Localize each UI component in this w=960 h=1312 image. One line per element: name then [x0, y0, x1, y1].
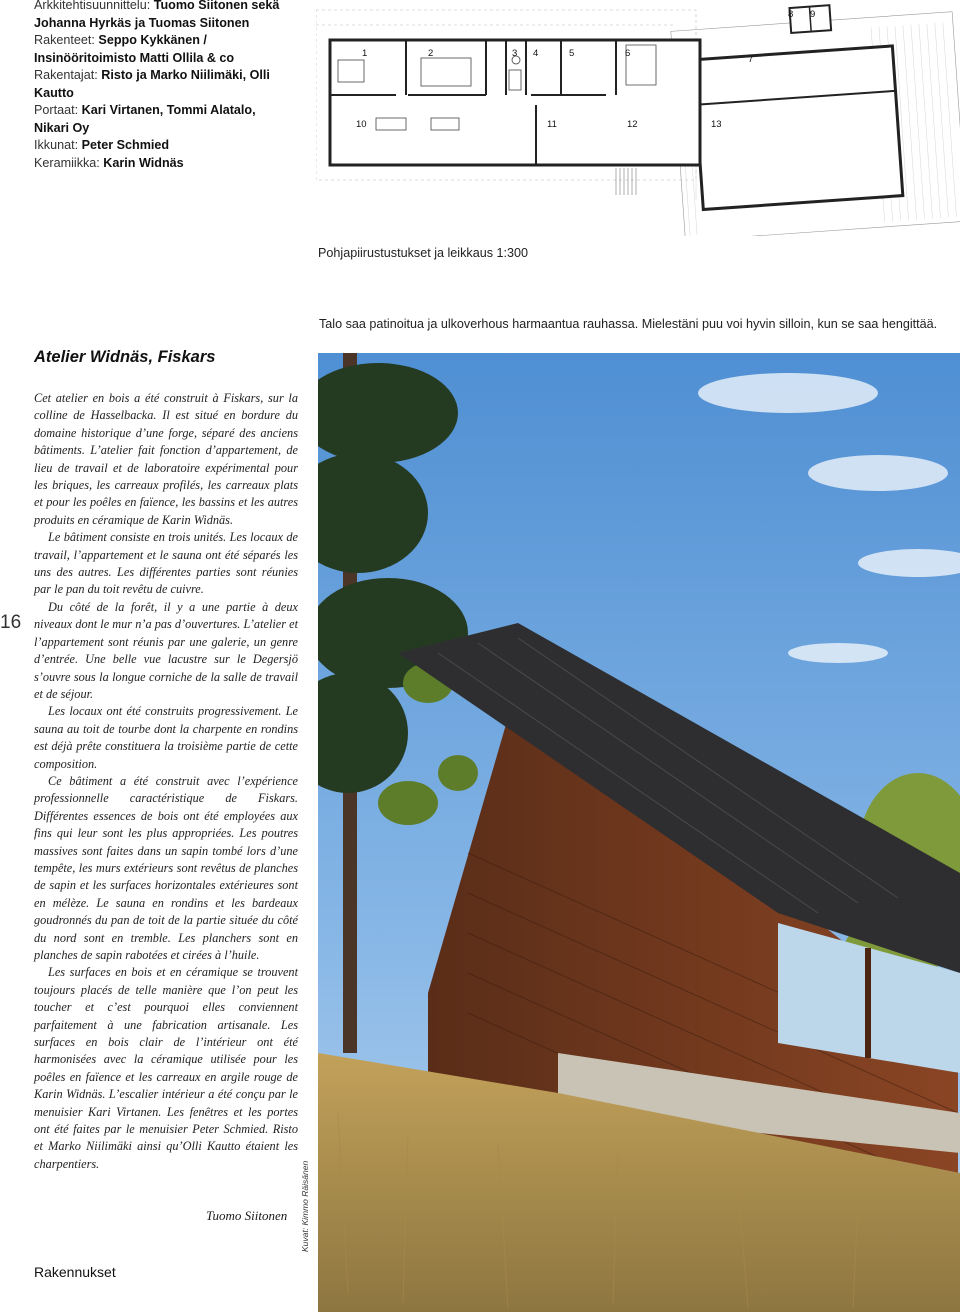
section-label: Rakennukset	[34, 1264, 116, 1280]
body-paragraph: Les locaux ont été construits progressivement. Le sauna au toit de tourbe dont la charpente en rondins est déjà prête constituera la troisième partie de cette composition.	[34, 704, 298, 771]
room-label: 5	[569, 48, 575, 59]
body-paragraph: Cet atelier en bois a été construit à Fiskars, sur la colline de Hasselbacka. Il est situé en bordure du domaine historique d’une forge, séparé des anciens bâtiments. L’atelier fait fonction d’appartement, de lieu de travail et de laboratoire expérimental pour les briques, les carreaux profilés, les carreaux plats et pour les poêles en faïence, les bassins et les autres produits en céramique de Karin Widnäs.	[34, 391, 298, 527]
credits-block	[34, 0, 284, 172]
credit-line: Portaat: Kari Virtanen, Tommi Alatalo, Nikari Oy	[34, 103, 256, 135]
photo-credit: Kuvat: Kimmo Räisänen	[300, 1160, 310, 1252]
body-paragraph: Le bâtiment consiste en trois unités. Les locaux de travail, l’appartement et le sauna ont été séparés les uns des autres. Les différentes parties sont réunies par le pan du toit revêtu de cuivre.	[34, 530, 298, 597]
author-signature: Tuomo Siitonen	[206, 1208, 288, 1223]
credit-line: Rakentajat: Risto ja Marko Niilimäki, Olli Kautto	[34, 68, 270, 100]
room-label: 6	[625, 48, 631, 59]
room-label: 7	[748, 54, 754, 65]
credit-line: Ikkunat: Peter Schmied	[34, 138, 170, 152]
room-label: 10	[356, 119, 367, 130]
room-label: 4	[533, 48, 539, 59]
page-number: 16	[0, 612, 22, 633]
floor-plan	[316, 0, 960, 236]
plan-caption: Pohjapiirustustukset ja leikkaus 1:300	[318, 246, 529, 260]
room-label: 9	[810, 9, 816, 20]
room-label: 1	[362, 48, 368, 59]
room-label: 12	[627, 119, 638, 130]
room-label: 11	[547, 119, 557, 130]
room-label: 13	[711, 119, 722, 130]
room-label: 2	[428, 48, 434, 59]
room-label: 8	[788, 9, 794, 20]
article-title: Atelier Widnäs, Fiskars	[34, 348, 216, 366]
subtitle: Talo saa patinoitua ja ulkoverhous harmaantua rauhassa. Mielestäni puu voi hyvin silloin, kun se saa hengittää.	[319, 317, 938, 331]
credit-line: Arkkitehtisuunnittelu: Tuomo Siitonen sekä Johanna Hyrkäs ja Tuomas Siitonen	[34, 0, 280, 30]
article-body	[34, 390, 298, 1173]
body-paragraph: Du côté de la forêt, il y a une partie à deux niveaux dont le mur n’a pas d’ouvertures. L’atelier et l’appartement sont réunis par une galerie, un genre d’entrée. Une belle vue lacustre sur le Degersjö s’ouvre sous la longue corniche de la salle de travail et de séjour.	[34, 599, 298, 701]
body-paragraph: Les surfaces en bois et en céramique se trouvent toujours placés de telle manière que l’on peut les toucher et c’est pourquoi elles conviennent parfaitement à une fabrication artisanale. Les surfaces en bois clair de l’intérieur ont été harmonisées avec la céramique utilisée pour les poêles en faïence et les carreaux en argile rouge de Karin Widnäs. L’escalier intérieur a été conçu par le menuisier Kari Virtanen. Les fenêtres et les portes ont été faites par le menuisier Peter Schmied. Risto et Marko Niilimäki ainsi qu’Olli Kautto étaient les charpentiers.	[34, 965, 298, 1171]
body-paragraph: Ce bâtiment a été construit avec l’expérience professionnelle caractéristique de Fiskars. Différentes essences de bois ont été employées aux fins qui leur sont les plus appropriées. Les poutres massives sont faites dans un sapin tombé lors d’une tempête, les murs extérieurs sont revêtus de planches de sapin et les surfaces horizontales extérieures sont en mélèze. Le sauna en rondins et les bardeaux goudronnés du pan de toit de la partie située du côté du nord sont en tremble. Les planchers sont en planches de sapin rabotées et cirées à l’huile.	[34, 773, 298, 962]
room-label: 3	[512, 48, 518, 59]
credit-line: Keramiikka: Karin Widnäs	[34, 155, 184, 170]
credit-line: Rakenteet: Seppo Kykkänen / Insinööritoimisto Matti Ollila & co	[34, 33, 235, 65]
building-photo	[318, 353, 960, 1312]
